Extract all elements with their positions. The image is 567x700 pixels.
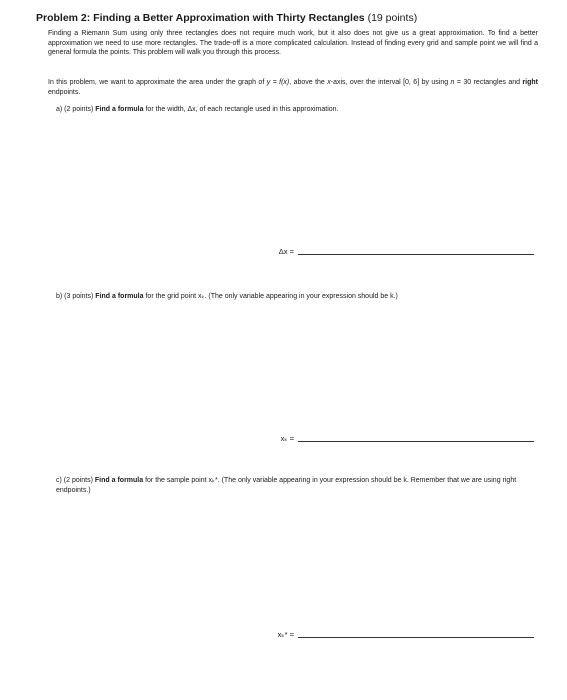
right-keyword: right [522,79,538,86]
question-a [56,105,536,115]
intro-p2-text: = 30 rectangles and [454,79,523,86]
n-variable: n [450,79,455,86]
question-text: for the width, Δx, of each rectangle used in this approximation. [143,106,339,113]
answer-label: Δx = [278,247,294,256]
question-label: c) (2 points) [56,477,95,484]
question-emphasis: Find a formula [95,106,144,113]
question-text: for the grid point xₖ. (The only variable appearing in your expression should be k.) [143,293,398,300]
intro-p2-text: endpoints. [48,88,81,96]
answer-line[interactable] [298,637,534,638]
intro-paragraph-1: Finding a Riemann Sum using only three rectangles does not require much work, but it also does not give us a great approximation. To find a better approximation we need to use more rectangles. The trade-off is a more complicated calculation. Instead of finding every grid and sample point we will find a general formula the points. This problem will walk you through this process. [48,30,538,57]
answer-a[interactable] [250,245,534,257]
problem-title [36,12,546,24]
intro-p2-text: , above the [289,79,328,86]
function-expression: y = f(x) [266,79,290,86]
problem-points: (19 points) [367,12,418,24]
problem-title-text: Problem 2: Finding a Better Approximation with Thirty Rectangles [36,12,365,24]
question-label: a) (2 points) [56,106,96,113]
question-emphasis: Find a formula [94,477,144,484]
answer-line[interactable] [298,254,534,255]
intro-p2-text: -axis, over the interval [0, 6] by using [330,79,451,86]
question-b [56,292,536,302]
answer-label: xₖ = [280,434,294,443]
question-label: b) (3 points) [56,293,96,300]
answer-label: xₖ* = [277,630,294,639]
question-text: for the sample point xₖ*. (The only variable appearing in your expression should be k. Remember that we are using right endpoints.) [56,477,517,494]
intro-paragraph-2 [48,78,538,97]
intro-p2-text: In this problem, we want to approximate the area under the graph of [48,79,267,86]
question-c [56,476,536,495]
answer-c[interactable] [250,628,534,640]
axis-variable: x [327,79,331,86]
answer-b[interactable] [250,432,534,444]
question-emphasis: Find a formula [95,293,144,300]
answer-line[interactable] [298,441,534,442]
